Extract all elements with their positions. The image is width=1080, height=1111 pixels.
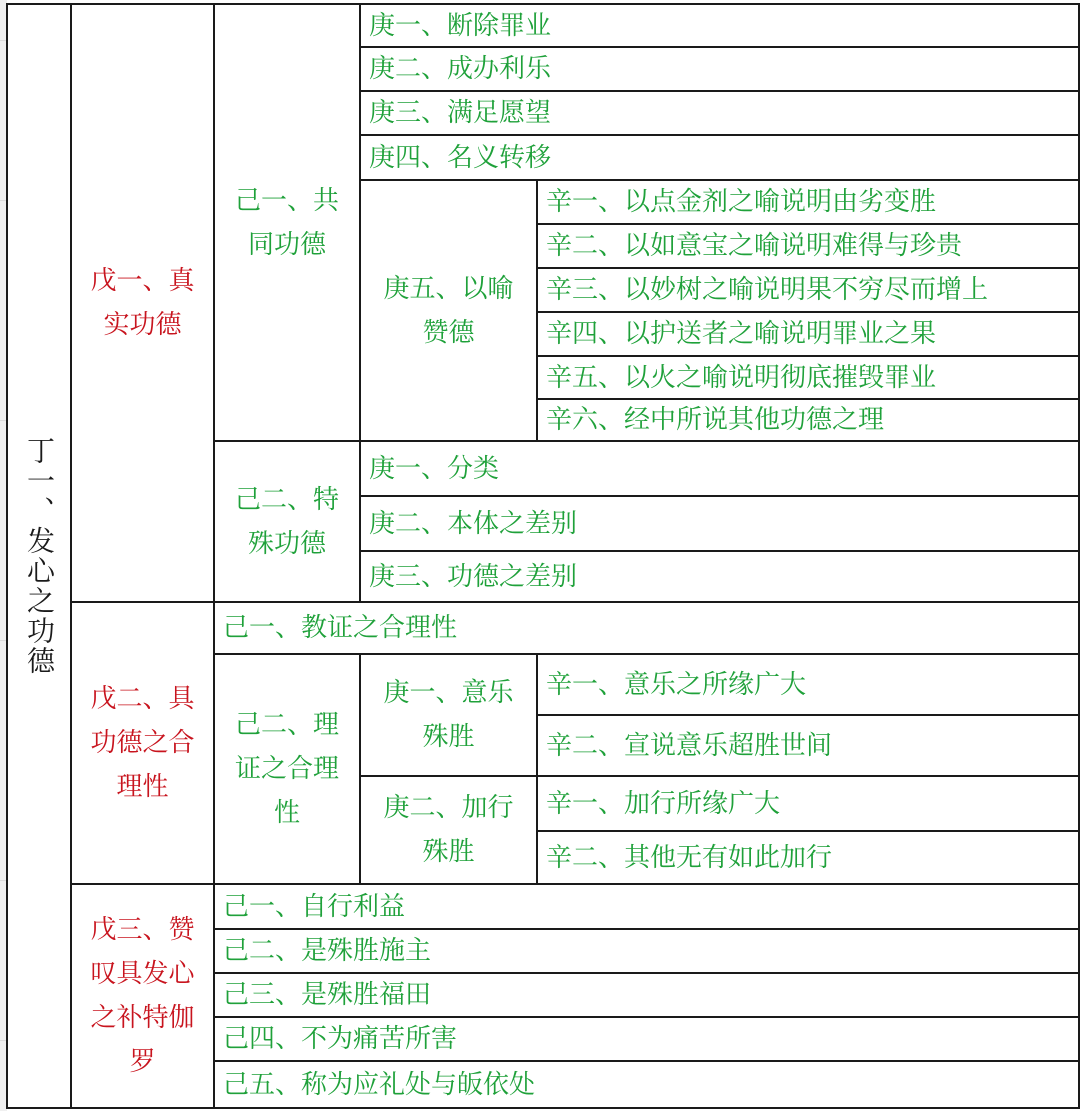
- subitem-label: 辛一、以点金剂之喻说明由劣变胜: [546, 187, 937, 217]
- subitem-label: 辛一、意乐之所缘广大: [546, 669, 807, 700]
- subitem-cell[interactable]: [536, 223, 1080, 269]
- subitem-cell[interactable]: [536, 714, 1080, 777]
- group-label: 己三、是殊胜福田: [223, 980, 432, 1010]
- subitem-label: 辛二、宣说意乐超胜世间: [546, 730, 833, 761]
- group-cell[interactable]: [213, 1060, 1080, 1109]
- group-label: 己一、自行利益: [223, 891, 406, 922]
- group-label: 己一、共 同功德: [234, 185, 339, 260]
- item-label: 庚二、本体之差别: [369, 508, 578, 539]
- item-cell[interactable]: [359, 495, 1080, 552]
- root-label: 丁一、发心之功德: [23, 436, 56, 676]
- item-label: 庚四、名义转移: [369, 142, 552, 173]
- item-cell[interactable]: [359, 179, 538, 442]
- item-cell[interactable]: [359, 46, 1080, 92]
- item-label: 庚三、满足愿望: [369, 98, 552, 128]
- item-label: 庚一、意乐 殊胜: [383, 678, 514, 752]
- item-cell[interactable]: [359, 653, 538, 777]
- item-label: 庚二、成办利乐: [369, 54, 552, 84]
- subitem-cell[interactable]: [536, 775, 1080, 832]
- subitem-cell[interactable]: [536, 653, 1080, 716]
- group-label: 己二、理 证之合理 性: [234, 710, 339, 828]
- item-cell[interactable]: [359, 134, 1080, 181]
- root-cell[interactable]: [6, 3, 72, 1109]
- group-cell[interactable]: [213, 928, 1080, 974]
- group-cell[interactable]: [213, 1016, 1080, 1062]
- subitem-cell[interactable]: [536, 179, 1080, 225]
- item-cell[interactable]: [359, 3, 1080, 48]
- group-label: 己四、不为痛苦所害: [223, 1024, 458, 1054]
- subitem-cell[interactable]: [536, 398, 1080, 442]
- section-cell-1[interactable]: [70, 3, 215, 603]
- item-cell[interactable]: [359, 550, 1080, 603]
- item-cell[interactable]: [359, 775, 538, 885]
- subitem-cell[interactable]: [536, 311, 1080, 357]
- subitem-label: 辛一、加行所缘广大: [546, 788, 781, 819]
- section-label: 戊二、具 功德之合 理性: [90, 684, 195, 802]
- group-label: 己一、教证之合理性: [223, 613, 458, 643]
- subitem-label: 辛二、以如意宝之喻说明难得与珍贵: [546, 231, 963, 261]
- subitem-label: 辛六、经中所说其他功德之理: [546, 405, 885, 435]
- item-label: 庚一、断除罪业: [369, 10, 552, 41]
- group-cell[interactable]: [213, 883, 1080, 930]
- group-label: 己二、是殊胜施主: [223, 936, 432, 966]
- section-label: 戊一、真 实功德: [90, 266, 195, 340]
- item-cell[interactable]: [359, 440, 1080, 497]
- group-label: 己二、特 殊功德: [234, 484, 339, 559]
- group-cell[interactable]: [213, 3, 361, 442]
- item-cell[interactable]: [359, 90, 1080, 136]
- section-cell-3[interactable]: [70, 883, 215, 1109]
- section-cell-2[interactable]: [70, 601, 215, 885]
- subitem-cell[interactable]: [536, 355, 1080, 400]
- group-cell[interactable]: [213, 440, 361, 603]
- group-cell[interactable]: [213, 653, 361, 885]
- group-label: 己五、称为应礼处与皈依处: [223, 1069, 536, 1100]
- subitem-cell[interactable]: [536, 830, 1080, 885]
- subitem-label: 辛三、以妙树之喻说明果不穷尽而增上: [546, 275, 989, 305]
- item-label: 庚五、以喻 赞德: [383, 273, 514, 348]
- subitem-label: 辛四、以护送者之喻说明罪业之果: [546, 319, 937, 349]
- item-label: 庚一、分类: [369, 453, 500, 484]
- item-label: 庚三、功德之差别: [369, 561, 578, 592]
- group-cell[interactable]: [213, 601, 1080, 655]
- subitem-label: 辛五、以火之喻说明彻底摧毁罪业: [546, 362, 937, 393]
- group-cell[interactable]: [213, 972, 1080, 1018]
- section-label: 戊三、赞 叹具发心 之补特伽 罗: [90, 915, 195, 1077]
- item-label: 庚二、加行 殊胜: [383, 793, 514, 867]
- subitem-cell[interactable]: [536, 267, 1080, 313]
- subitem-label: 辛二、其他无有如此加行: [546, 842, 833, 873]
